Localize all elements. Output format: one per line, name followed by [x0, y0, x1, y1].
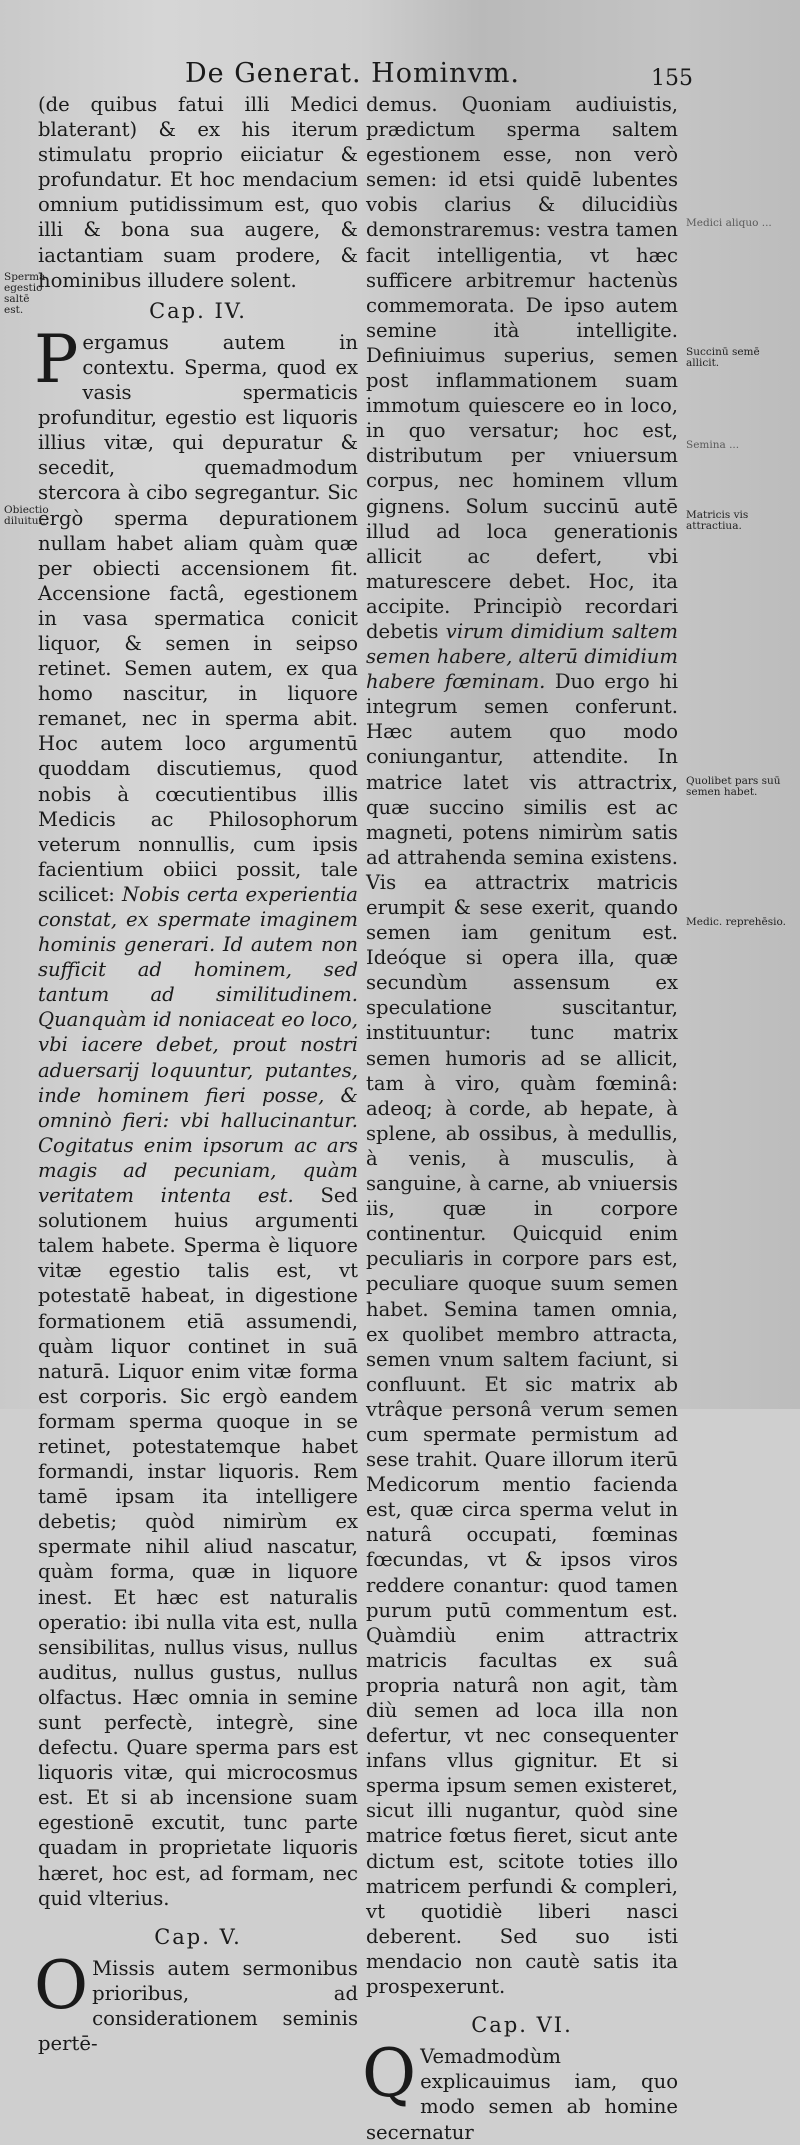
- chapter-5-text: Missis autem sermonibus prioribus, ad considerationem seminis pertē-: [38, 1956, 358, 2056]
- chapter-4-italic-objection: Nobis certa experientia constat, ex spermate imaginem hominis generari. Id autem non sufficit ad hominem, sed tantum ad similitudinem. Quanquàm id noniaceat eo loco, vbi iacere debet, prout nostri aduersarij loquuntur, putantes, inde hominem fieri posse, & omninò fieri: vbi hallucinantur. Cogitatus enim ipsorum ac ars magis ad pecuniam, quàm veritatem intenta est.: [38, 882, 358, 1208]
- chapter-4-body: [34, 320, 358, 1911]
- chapter-6-text: Vemadmodùm explicauimus iam, quo modo semen ab homine secernatur: [366, 2045, 678, 2144]
- left-top-paragraph: (de quibus fatui illi Medici blaterant) & ex his iterum stimulatu proprio eiiciatur & profundatur. Et hoc mendacium omnium putidissimum est, quo illi & bona sua augere, & iactantiam suam prodere, & hominibus illudere solent.: [38, 93, 358, 292]
- right-column: [362, 92, 678, 2145]
- chapter-4-text-b: Sed solutionem huius argumenti talem habete. Sperma è liquore vitæ egestio talis est, vt potestatē habeat, in digestione formationem etiā assumendi, quàm liquor continet in suā naturā. Liquor enim vitæ forma est corporis. Sic ergò eandem formam sperma quoque in se retinet, potestatemque habet formandi, instar liquoris. Rem tamē ipsam ita intelligere debetis; quòd nimirùm ex spermate nihil aliud nascatur, quàm forma, quæ in liquore inest. Et hæc est naturalis operatio: ibi nulla vita est, nulla sensibilitas, nullus visus, nullus auditus, nullus gustus, nullus olfactus. Hæc omnia in semine sunt perfectè, integrè, sine defectu. Quare sperma pars est liquoris vitæ, qui microcosmus est. Et si ab incensione suam egestionē excutit, tunc parte quadam in proprietate liquoris hæret, hoc est, ad formam, nec quid vlterius.: [38, 1184, 358, 1910]
- right-top-text: demus. Quoniam audiuistis, prædictum sperma saltem egestionem esse, non verò semen: id etsi quidē lubentes vobis clarius & dilucidiùs demonstraremus: vestra tamen facit intelligentia, vt hæc sufficere arbitremur hactenùs commemorata. De ipso autem semine ità intelligite. Definiuimus superius, semen post inflammationem suam immotum quiescere eo in loco, in quo versatur; hoc est, distributum per vniuersum corpus, nec hominem vllum gignens. Solum succinū autē illud ad loca generationis allicit ac defert, vbi maturescere debet. Hoc, ita accipite. Principiò recordari debetis: [366, 93, 678, 643]
- chapter-4-text-a: ergamus autem in contextu. Sperma, quod ex vasis spermaticis profunditur, egestio est liquoris illius vitæ, qui depuratur & secedit, quemadmodum stercora à cibo segregantur. Sic ergò sperma depurationem nullam habet aliam quàm quæ per obiecti accensionem fit. Accensione factâ, egestionem in vasa spermatica conicit liquor, & semen in seipso retinet. Semen autem, ex qua homo nascitur, in liquore remanet, nec in sperma abit. Hoc autem loco argumentū quoddam discutiemus, quod nobis à cœcutientibus illis Medicis ac Philosophorum veterum nonnullis, cum ipsis facientium obiici possit, tale scilicet:: [38, 330, 358, 906]
- left-column: [34, 92, 358, 2056]
- chapter-6-heading: Cap. VI.: [471, 2013, 573, 2038]
- drop-cap-p: P: [34, 320, 79, 398]
- margin-note-right-4: Matricis vis attractiua.: [686, 509, 749, 532]
- margin-note-right-1: Medici aliquo ...: [686, 217, 772, 229]
- chapter-5-body: [34, 1946, 358, 2056]
- margin-note-right-2: Succinū semē allicit.: [686, 346, 760, 369]
- chapter-4-heading: Cap. IV.: [149, 298, 247, 323]
- page-number: 155: [651, 66, 693, 91]
- running-title: De Generat. Hominvm.: [185, 58, 521, 89]
- margin-note-right-3: Semina ...: [686, 439, 740, 451]
- right-text-b: Duo ergo hi integrum semen conferunt. Hæc autem quo modo coniungantur, attendite. In matrice latet vis attractrix, quæ succino similis est ac magneti, potens nimirùm satis ad attrahenda semina existens. Vis ea attractrix matricis erumpit & sese exerit, quando semen iam genitum est. Ideóque si opera illa, quæ secundùm assensum ex speculatione suscitantur, instituuntur: tunc matrix semen humoris ad se allicit, tam à viro, quàm fœminâ: adeoq; à corde, ab hepate, à splene, ab ossibus, à medullis, à venis, à musculis, à sanguine, à carne, ab vniuersis iis, quæ in corpore continentur. Quicquid enim peculiaris in corpore pars est, peculiare quoque suum semen habet. Semina tamen omnia, ex quolibet membro attracta, semen vnum saltem faciunt, si confluunt. Et sic matrix ab vtrâque personâ verum semen cum spermate permistum ad sese trahit. Quare illorum iterū Medicorum mentio facienda est, quæ circa sperma velut in naturâ occupati, fœminas fœcundas, vt & ipsos viros reddere conantur: quod tamen purum putū commentum est. Quàmdiù enim attractrix matricis facultas ex suâ propria naturâ non agit, tàm diù semen ad loca illa non defertur, vt nec consequenter infans vllus gignitur. Et si sperma ipsum semen existeret, sicut illi nugantur, quòd sine matrice fœtus fieret, sicut ante dictum est, scitote toties illo matricem perfundi & compleri, vt quotidiè liberi nasci deberent. Sed suo isti mendacio non cautè satis ita prospexerunt.: [366, 670, 678, 1999]
- chapter-6-body: [362, 2035, 678, 2144]
- drop-cap-q: Q: [362, 2035, 417, 2113]
- margin-note-right-6: Medic. reprehēsio.: [686, 916, 786, 928]
- drop-cap-o: O: [34, 1946, 89, 2024]
- chapter-5-heading: Cap. V.: [154, 1924, 242, 1949]
- right-italic-phrase: virum dimidium saltem semen habere, alterū dimidium habere fœminam.: [366, 619, 678, 694]
- margin-note-left-1: Sperma egestio saltē est.: [4, 271, 46, 316]
- margin-note-right-5: Quolibet pars suū semen habet.: [686, 775, 781, 798]
- right-main-paragraph: [366, 92, 678, 1999]
- margin-note-left-2: Obiectio diluitur.: [4, 504, 49, 527]
